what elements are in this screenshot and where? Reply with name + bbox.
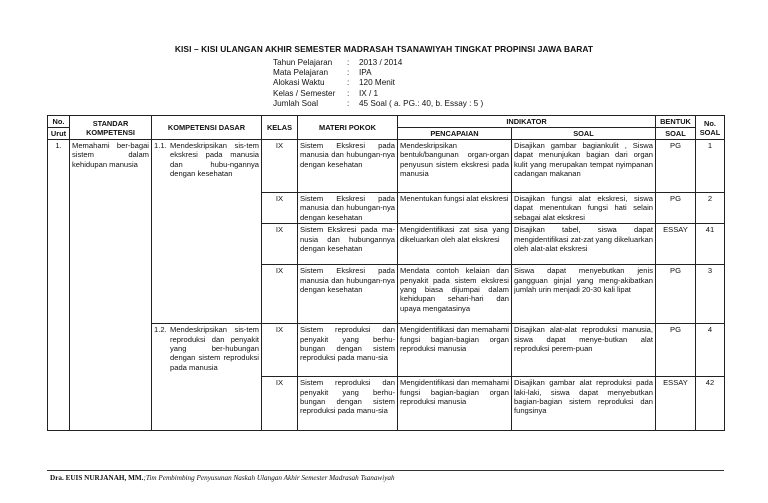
info-key: Alokasi Waktu [273, 78, 325, 88]
pencapaian-cell: Mendata contoh kelaian dan penyakit pada sistem ekskresi yang biasa dijumpai dalam kehidupan sehari-hari dan upaya mengatasinya [398, 265, 512, 324]
standar-number: 1. [48, 140, 70, 431]
info-colon: : [347, 68, 350, 78]
soal-cell: Disajikan fungsi alat ekskresi, siswa dapat menentukan fungsi hati selain sebagai alat ekskresi [512, 193, 656, 224]
info-row [273, 99, 483, 109]
header-pencapaian: PENCAPAIAN [398, 128, 512, 140]
header-nosoal-top: No. [704, 118, 716, 128]
soal-cell: Siswa dapat menyebutkan jenis gangguan ginjal yang meng-akibatkan jumlah urin menjadi 20-30 kali lipat [512, 265, 656, 324]
info-colon: : [347, 88, 350, 98]
page-title: KISI – KISI ULANGAN AKHIR SEMESTER MADRASAH TSANAWIYAH TINGKAT PROPINSI JAWA BARAT [174, 44, 594, 54]
footer-divider [47, 470, 724, 471]
info-key: Tahun Pelajaran [273, 58, 333, 67]
info-value: 2013 / 2014 [359, 58, 403, 67]
materi-cell: Sistem reproduksi dan penyakit yang berhu-bungan dengan sistem reproduksi pada manu-sia [298, 377, 398, 431]
nomor-cell: 2 [696, 193, 725, 224]
info-value: IPA [359, 68, 372, 78]
kd-cell [152, 140, 262, 324]
info-key: Kelas / Semester [273, 88, 336, 98]
page-footer [50, 474, 395, 482]
bentuk-cell: PG [656, 193, 696, 224]
footer-team: ;Tim Pembimbing Penyusunan Naskah Ulangan Akhir Semester Madrasah Tsanawiyah [143, 474, 395, 482]
info-row [273, 78, 483, 88]
header-no: No. [48, 116, 70, 128]
info-colon: : [347, 58, 350, 67]
info-colon: : [347, 98, 350, 108]
soal-cell: Disajikan alat-alat reproduksi manusia, siswa dapat menye-butkan alat reproduksi perem-puan [512, 324, 656, 377]
info-value: 120 Menit [359, 78, 395, 88]
bentuk-cell: PG [656, 265, 696, 324]
info-row [273, 68, 483, 78]
info-row [273, 58, 483, 68]
header-nosoal-bottom: SOAL [699, 127, 721, 137]
kisi-kisi-table [47, 115, 725, 431]
kelas-cell: IX [262, 377, 298, 431]
bentuk-cell: PG [656, 140, 696, 193]
standar-text: Memahami ber-bagai sistem dalam kehidupan manusia [70, 140, 152, 431]
bentuk-cell: ESSAY [656, 377, 696, 431]
info-value: 45 Soal ( a. PG.: 40, b. Essay : 5 ) [359, 98, 484, 108]
header-bentuk-soal: SOAL [656, 128, 696, 140]
pencapaian-cell: Mendeskripsikan bentuk/bangunan organ-organ penyusun sistem ekskresi pada manusia [398, 140, 512, 193]
kelas-cell: IX [262, 224, 298, 265]
kd-number: 1.1. [154, 141, 167, 150]
info-key: Mata Pelajaran [273, 68, 329, 78]
soal-cell: Disajikan tabel, siswa dapat mengidentifikasi zat-zat yang dikeluarkan oleh alat-alat ekskresi [512, 224, 656, 265]
table-row [48, 140, 725, 193]
kd-cell [152, 324, 262, 431]
exam-info [273, 58, 483, 109]
info-value: IX / 1 [359, 88, 379, 98]
kd-text: Mendeskripsikan sis-tem reproduksi dan penyakit yang ber-hubungan dengan sistem reproduksi pada manusia [170, 325, 259, 372]
kelas-cell: IX [262, 193, 298, 224]
header-materi: MATERI POKOK [298, 116, 398, 140]
pencapaian-cell: Mengidentifikasi dan memahami fungsi bagian-bagian organ reproduksi manusia [398, 324, 512, 377]
pencapaian-cell: Mengidentifikasi zat sisa yang dikeluarkan oleh alat ekskresi [398, 224, 512, 265]
materi-cell: Sistem Ekskresi pada manusia dan hubungan-nya dengan kesehatan [298, 140, 398, 193]
kelas-cell: IX [262, 265, 298, 324]
footer-author: Dra. EUIS NURJANAH, MM. [50, 474, 144, 482]
materi-cell: Sistem Ekskresi pada manusia dan hubungan-nya dengan kesehatan [298, 193, 398, 224]
kelas-cell: IX [262, 324, 298, 377]
materi-cell: Sistem reproduksi dan penyakit yang berhu-bungan dengan sistem reproduksi pada manu-sia [298, 324, 398, 377]
info-row [273, 89, 483, 99]
materi-cell: Sistem Ekskresi pada manusia dan hubungan-nya dengan kesehatan [298, 265, 398, 324]
bentuk-cell: PG [656, 324, 696, 377]
nomor-cell: 4 [696, 324, 725, 377]
materi-cell: Sistem Ekskresi pada ma-nusia dan hubungannya dengan kesehatan [298, 224, 398, 265]
soal-cell: Disajikan gambar alat reproduksi pada laki-laki, siswa dapat menyebutkan bagian-bagian sistem reproduksi dan fungsinya [512, 377, 656, 431]
soal-cell: Disajikan gambar bagiankulit , Siswa dapat menunjukan bagian dari organ kulit yang merupakan tempat nyimpanan cadangan makanan [512, 140, 656, 193]
nomor-cell: 1 [696, 140, 725, 193]
nomor-cell: 41 [696, 224, 725, 265]
header-nosoal [696, 116, 725, 140]
header-bentuk: BENTUK [656, 116, 696, 128]
header-standar: STANDAR KOMPETENSI [70, 116, 152, 140]
header-kompetensi: KOMPETENSI DASAR [152, 116, 262, 140]
nomor-cell: 3 [696, 265, 725, 324]
bentuk-cell: ESSAY [656, 224, 696, 265]
kd-number: 1.2. [154, 325, 167, 335]
header-soal: SOAL [512, 128, 656, 140]
info-key: Jumlah Soal [273, 98, 319, 108]
header-indikator: INDIKATOR [398, 116, 656, 128]
kelas-cell: IX [262, 140, 298, 193]
header-urut: Urut [48, 128, 70, 140]
info-colon: : [347, 78, 350, 88]
header-kelas: KELAS [262, 116, 298, 140]
nomor-cell: 42 [696, 377, 725, 431]
pencapaian-cell: Menentukan fungsi alat ekskresi [398, 193, 512, 224]
pencapaian-cell: Mengidentifikasi dan memahami fungsi bagian-bagian organ reproduksi manusia [398, 377, 512, 431]
kd-text: Mendeskripsikan sis-tem ekskresi pada manusia dan hubu-ngannya dengan kesehatan [170, 141, 259, 179]
